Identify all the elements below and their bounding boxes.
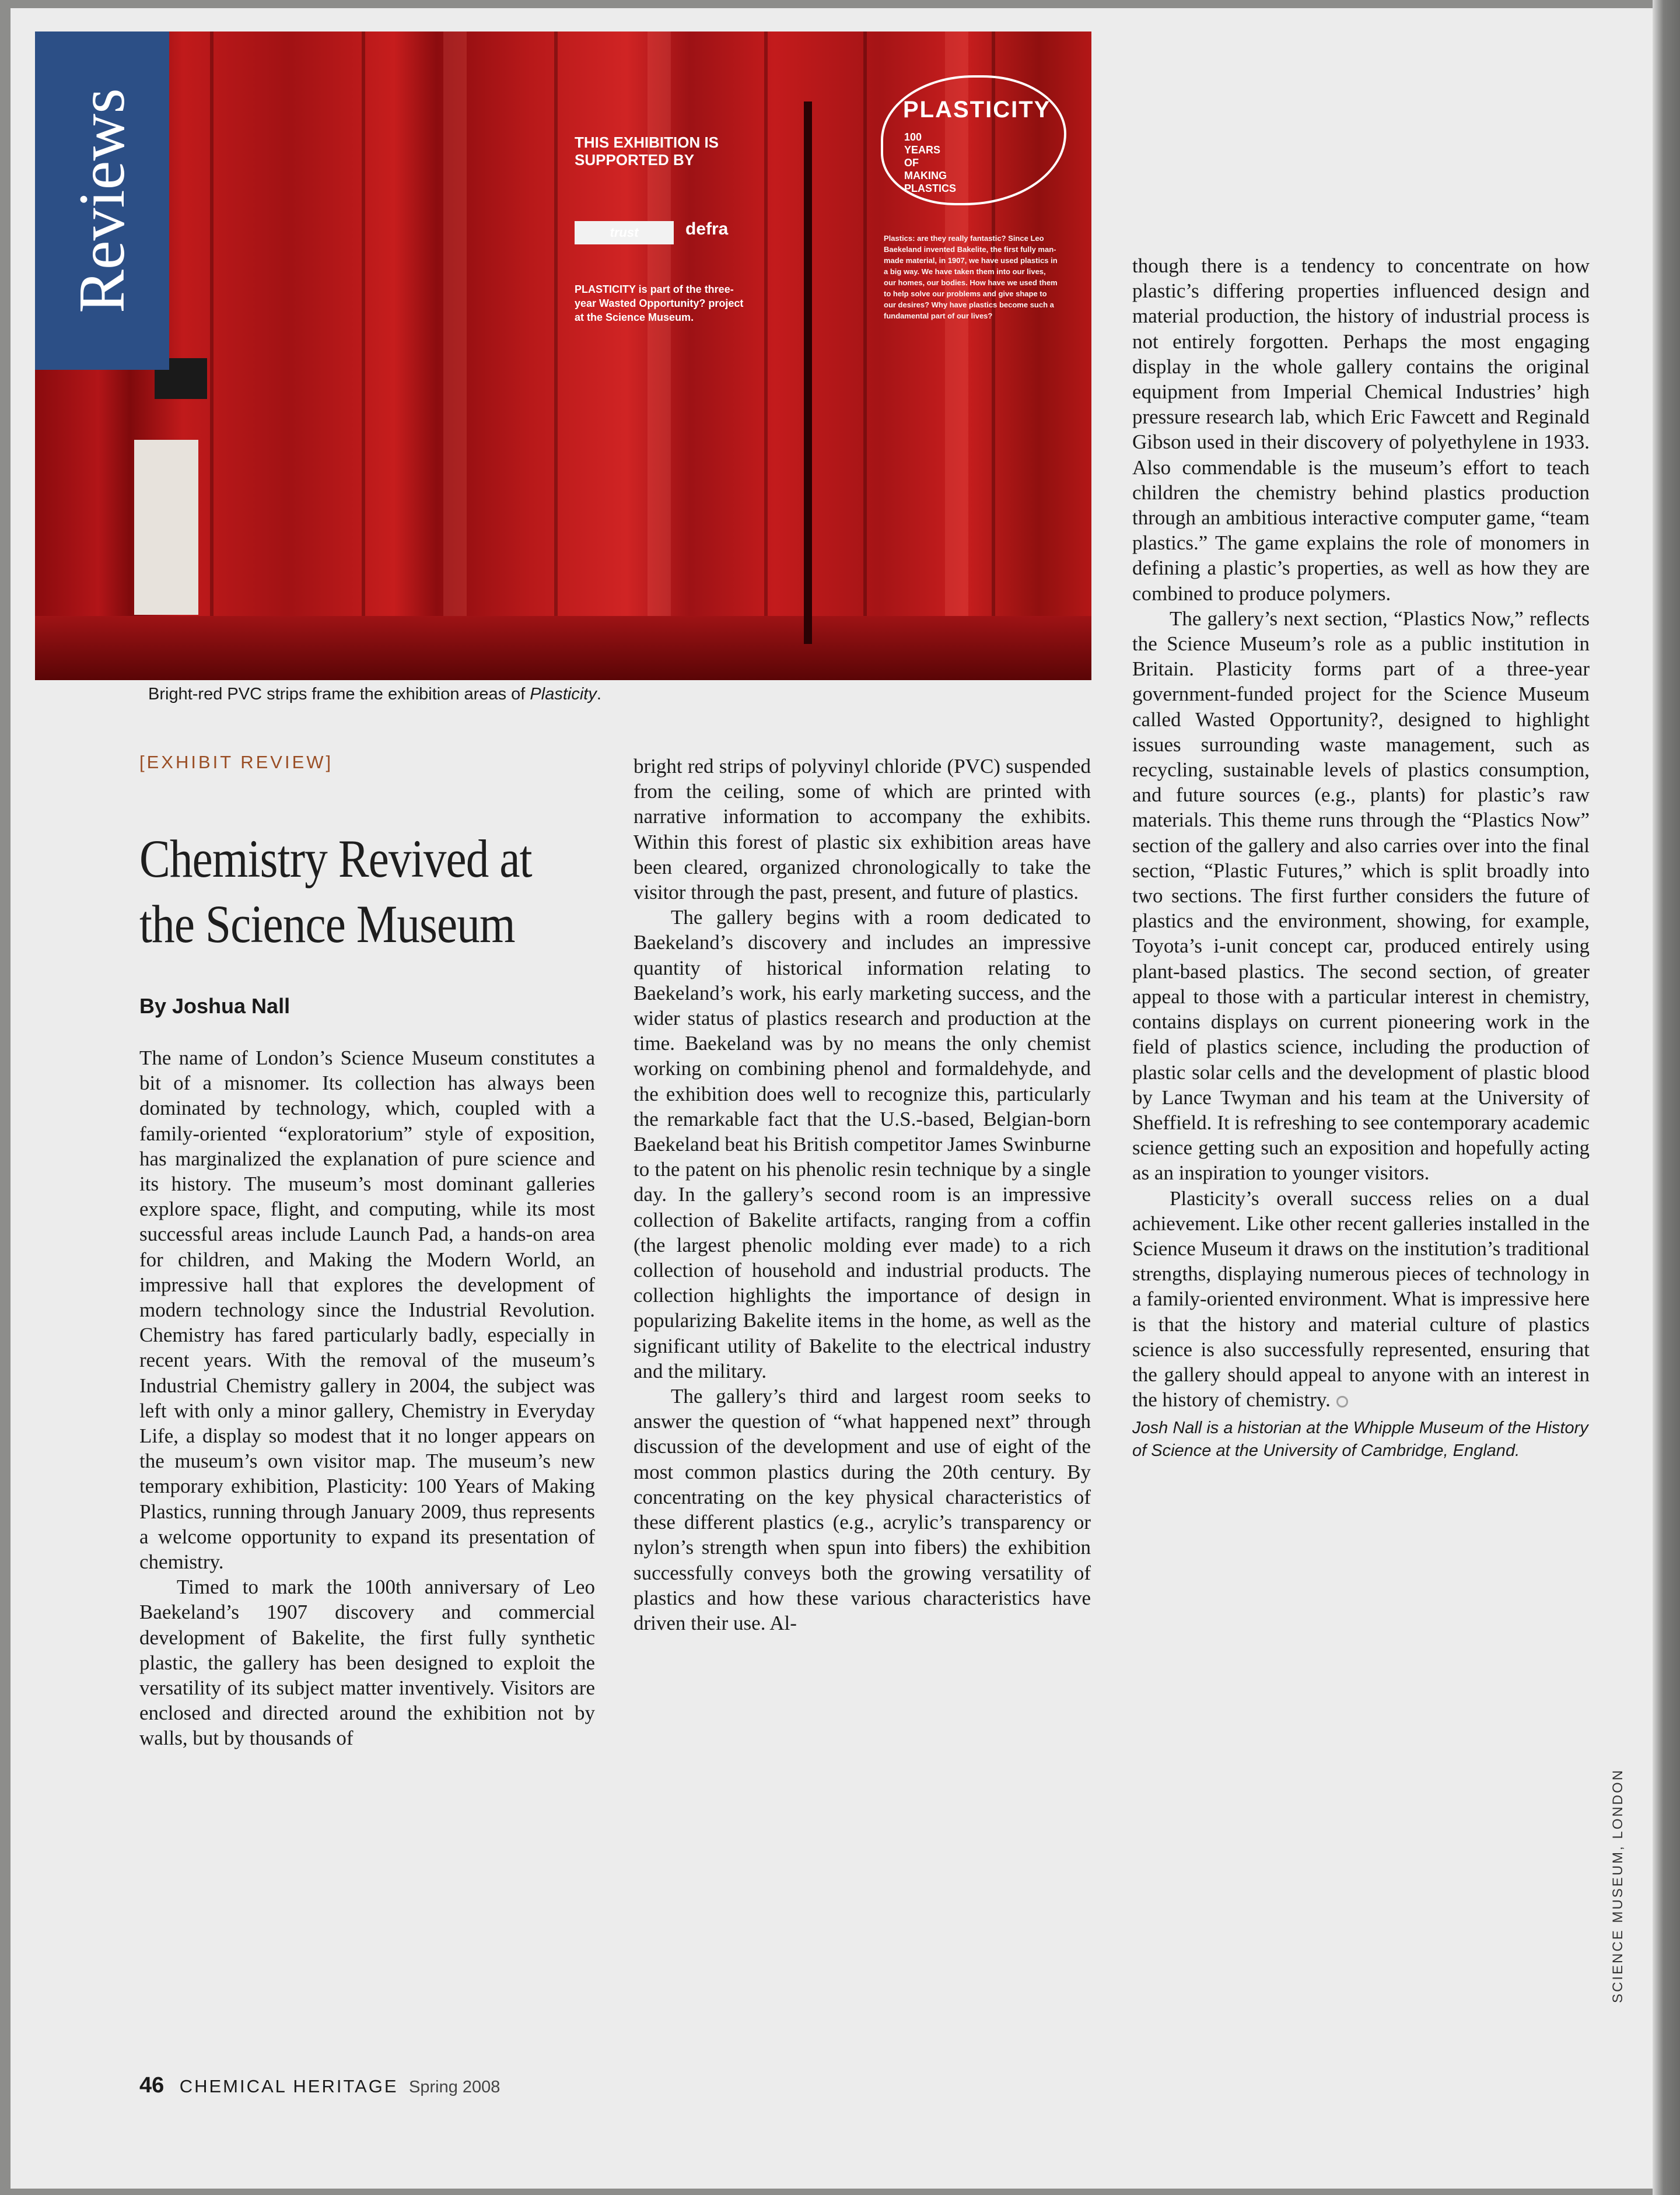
article-column-2 xyxy=(634,754,1091,2054)
journal-name: CHEMICAL HERITAGE xyxy=(179,2076,398,2096)
display-pedestal xyxy=(134,440,198,615)
end-mark-icon xyxy=(1336,1396,1348,1408)
paragraph: The gallery’s third and largest room seeks to answer the question of “what happened next” through discussion of the development and use of eight of the most common plastics during the 20th century. By concentrating on the key physical characteristics of these different plastics (e.g., acrylic’s transparency or nylon’s strength when spun into fibers) the exhibition successfully conveys both the growing versatility of plastics and how these various characteristics have driven their use. Al- xyxy=(634,1385,1091,1634)
paragraph: The gallery begins with a room dedicated to Baekeland’s discovery and includes an impressive quantity of historical information relating to Baekeland’s work, his early marketing success, and the wider status of plastics research and production at the time. Baekeland was by no means the only chemist working on combining phenol and formaldehyde, and the exhibition does well to recognize this, particularly the remarkable fact that the U.S.-based, Belgian-born Baekeland beat his British competitor James Swinburne to the patent on his phenolic resin technique by a single day. In the gallery’s second room is an impressive collection of Bakelite artifacts, ranging from a coffin (the largest phenolic molding ever made) to a rich collection of household and industrial products. The collection highlights the importance of design in popularizing Bakelite items in the home, as well as the significant utility of Bakelite to the electrical industry and the military. xyxy=(634,906,1091,1382)
author-bio: Josh Nall is a historian at the Whipple Museum of the History of Science at the University of Cambridge, England. xyxy=(1132,1419,1588,1461)
article-column-1 xyxy=(139,1045,595,2054)
photo-credit: SCIENCE MUSEUM, LONDON xyxy=(1610,1768,1626,2003)
section-tab xyxy=(35,31,169,370)
plasticity-sign-title: PLASTICITY xyxy=(903,97,1051,122)
sponsor-sign-heading: THIS EXHIBITION IS SUPPORTED BY xyxy=(575,134,719,169)
sponsor-sign-text: PLASTICITY is part of the three-year Wasted Opportunity? project at the Science Museum. xyxy=(575,283,744,323)
trust-logo: trust xyxy=(575,221,674,244)
article-column-3 xyxy=(1132,253,1590,2050)
article-byline: By Joshua Nall xyxy=(139,994,290,1018)
exhibition-photo xyxy=(35,31,1091,680)
article-kicker: [EXHIBIT REVIEW] xyxy=(139,752,334,772)
paragraph: though there is a tendency to concentrate on how plastic’s differing properties influenced design and material production, the history of industrial process is not entirely forgotten. Perhaps the most engaging display in the whole gallery contains the original equipment from Imperial Chemical Industries’ high pressure research lab, which Eric Fawcett and Reginald Gibson used in their discovery of polyethylene in 1933. Also commendable is the museum’s effort to teach children the chemistry behind plastics production through an ambitious interactive computer game, “team plastics.” The game explains the role of monomers in defining a plastic’s properties, as well as how they are combined to produce polymers. xyxy=(1132,254,1590,605)
page-footer xyxy=(139,2073,500,2098)
issue-date: Spring 2008 xyxy=(409,2078,501,2096)
paragraph: The name of London’s Science Museum constitutes a bit of a misnomer. Its collection has always been dominated by technology, which, coupled with a family-oriented “exploratorium” style of exposition, has marginalized the explanation of pure science and its history. The museum’s most dominant galleries explore space, flight, and computing, while its most successful areas include Launch Pad, a hands-on area for children, and Making the Modern World, an impressive hall that explores the development of modern technology since the Industrial Revolution. Chemistry has fared particularly badly, especially in recent years. With the removal of the museum’s Industrial Chemistry gallery in 2004, the subject was left with only a minor gallery, Chemistry in Everyday Life, a display so modest that it no longer appears on the museum’s own visitor map. The museum’s new temporary exhibition, Plasticity: 100 Years of Making Plastics, running through January 2009, thus represents a welcome opportunity to expand its presentation of chemistry. xyxy=(139,1046,595,1574)
defra-logo: defra xyxy=(685,219,729,239)
page-number: 46 xyxy=(139,2073,164,2098)
section-label: Reviews xyxy=(66,88,138,313)
paragraph: bright red strips of polyvinyl chloride (PVC) suspended from the ceiling, some of which are printed with narrative information to accompany the exhibits. Within this forest of plastic six exhibition areas have been cleared, organized chronologically to take the visitor through the past, present, and future of plastics. xyxy=(634,755,1091,904)
plasticity-sign-body: Plastics: are they really fantastic? Since Leo Baekeland invented Bakelite, the first fully man-made material, in 1907, we have used plastics in a big way. We have taken them into our lives, our homes, our bodies. How have we used them to help solve our problems and give shape to our desires? Why have plastics become such a fundamental part of our lives? xyxy=(884,234,1058,320)
article-title: Chemistry Revived at the Science Museum xyxy=(139,828,532,954)
paragraph: Timed to mark the 100th anniversary of Leo Baekeland’s 1907 discovery and commercial development of Bakelite, the first fully synthetic plastic, the gallery has been designed to exploit the versatility of its subject matter inventively. Visitors are enclosed and directed around the exhibition not by walls, but by thousands of xyxy=(139,1576,595,1750)
photo-caption: Bright-red PVC strips frame the exhibition areas of Plasticity. xyxy=(148,685,601,703)
paragraph: The gallery’s next section, “Plastics Now,” reflects the Science Museum’s role as a public institution in Britain. Plasticity forms part of a three-year government-funded project for the Science Museum called Wasted Opportunity?, designed to highlight issues surrounding waste management, such as recycling, sustainable levels of plastics consumption, and future sources (e.g., plants) for plastic’s raw materials. This theme runs through the “Plastics Now” section of the gallery and also carries over into the final section, “Plastic Futures,” which is split broadly into two sections. The first further considers the future of plastics and the environment, showing, for example, Toyota’s i-unit concept car, produced entirely using plant-based plastics. The second section, of greater appeal to those with a particular interest in chemistry, contains displays on current pioneering work in the field of plastics science, including the production of plastic solar cells and the development of plastic blood by Lance Twyman and his team at the University of Sheffield. It is refreshing to see contemporary academic science getting such an exposition and hopefully acting as an inspiration to younger visitors. xyxy=(1132,607,1590,1185)
caption-exhibit-title: Plasticity xyxy=(530,685,597,703)
page-edge xyxy=(1653,0,1680,2195)
paragraph-final: Plasticity’s overall success relies on a dual achievement. Like other recent galleries installed in the Science Museum it draws on the institution’s traditional strengths, displaying numerous pieces of technology in a family-oriented environment. What is impressive here is that the history and material culture of plastics science is also successfully represented, ensuring that the gallery should appeal to anyone with an interest in the history of chemistry. xyxy=(1132,1186,1590,1412)
plasticity-sign-subtitle: 100 YEARS OF MAKING PLASTICS xyxy=(904,131,957,194)
magazine-page xyxy=(10,8,1653,2189)
